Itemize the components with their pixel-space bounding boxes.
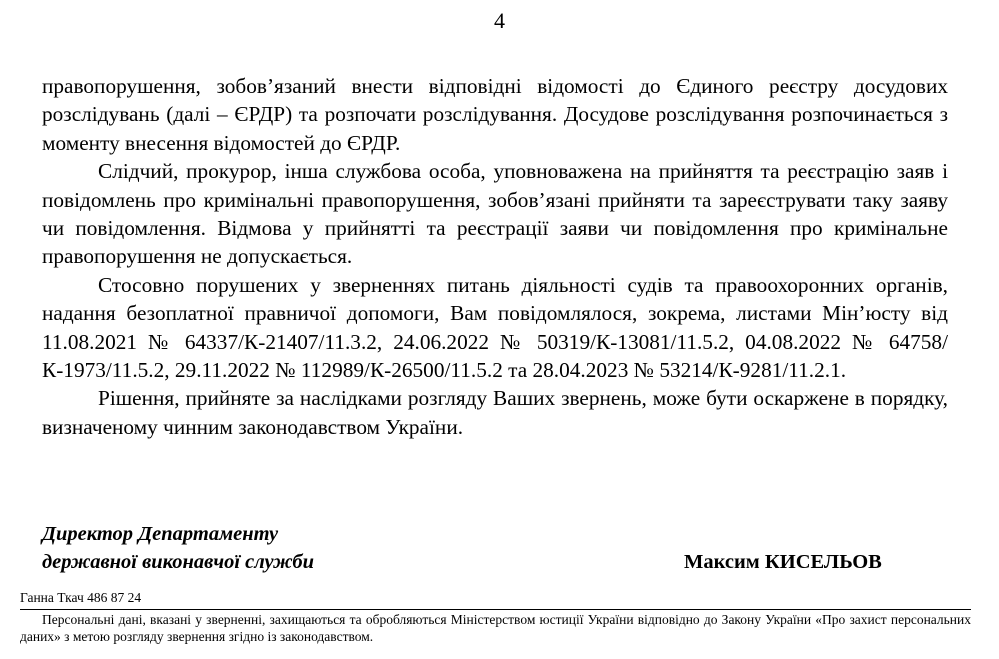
signatory-position-line1: Директор Департаменту — [42, 523, 279, 545]
paragraph-appeal-right: Рішення, прийняте за наслідками розгляду Ваших звернень, може бути оскаржене в порядку, визначеному чинним законодавством України. — [42, 386, 948, 439]
footnote — [20, 611, 971, 645]
page-number: 4 — [494, 8, 505, 33]
paragraph-registration-duty: Слідчий, прокурор, інша службова особа, уповноважена на прийняття та реєстрацію заяв і повідомлень про кримінальні правопорушення, зобов’язані прийняти та зареєструвати таку заяву чи повідомлення. Відмова у прийнятті та реєстрації заяви чи повідомлення про кримінальне правопорушення не допускається. — [42, 159, 948, 269]
footnote-divider — [20, 609, 971, 610]
letter-body — [42, 72, 948, 441]
paragraph-continuation: правопорушення, зобов’язаний внести відповідні відомості до Єдиного реєстру досудових розслідувань (далі – ЄРДР) та розпочати розслідування. Досудове розслідування розпочинається з моменту внесення відомостей до ЄРДР. — [42, 74, 948, 155]
signatory-position — [42, 520, 314, 576]
paragraph-previous-letters: Стосовно порушених у зверненнях питань діяльності судів та правоохоронних органів, надання безоплатної правничої допомоги, Вам повідомлялося, зокрема, листами Мін’юсту від 11.08.2021 № 64337/К-21407/11.3.2, 24.06.2022 № 50319/К-13081/11.5.2, 04.08.2022 № 64758/К-1973/11.5.2, 29.11.2022 № 112989/К-26500/11.5.2 та 28.04.2023 № 53214/К-9281/11.2.1. — [42, 272, 948, 383]
personal-data-notice: Персональні дані, вказані у зверненні, захищаються та обробляються Міністерством юстиції України відповідно до Закону України «Про захист персональних даних» з метою розгляду звернення згідно із законодавством. — [20, 612, 971, 644]
signatory-position-line2: державної виконавчої служби — [42, 551, 314, 573]
signatory-name: Максим КИСЕЛЬОВ — [684, 551, 882, 573]
executor-contact: Ганна Ткач 486 87 24 — [20, 590, 142, 605]
